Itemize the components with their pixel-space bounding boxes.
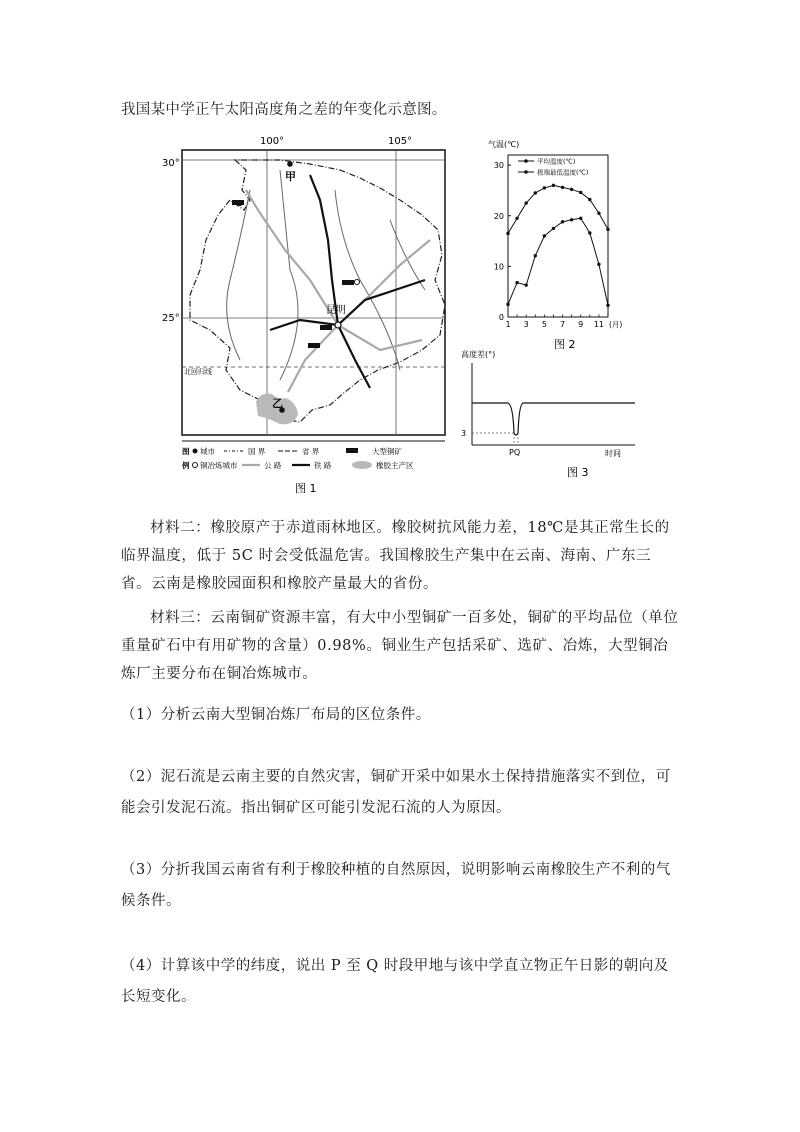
avg-temp-point	[588, 198, 591, 201]
chart2-xtick-label: 5	[541, 320, 547, 329]
lon-100-label: 100°	[260, 136, 285, 147]
copper-mine-marker	[308, 343, 320, 348]
legend-min-temp: 极端最低温度(℃)	[537, 168, 589, 177]
city-yi-label: 乙	[272, 397, 283, 410]
figure-1-map	[160, 130, 460, 500]
chart3-ylabel: 高度差(°)	[461, 350, 496, 359]
city-jia-label: 甲	[285, 170, 296, 183]
min-temp-point	[588, 231, 591, 234]
chart2-frame	[508, 155, 608, 317]
legend-min-marker	[524, 170, 528, 174]
min-temp-point	[579, 217, 582, 220]
avg-temp-point	[579, 191, 582, 194]
min-temp-point	[606, 304, 609, 307]
chart3-pq-label: PQ	[509, 448, 521, 457]
min-temp-point	[506, 303, 509, 306]
legend-national-border: 国 界	[248, 447, 266, 456]
legend-smelting-city: 铜冶炼城市	[200, 461, 238, 470]
figure-3-caption: 图 3	[567, 466, 589, 479]
map-legend	[182, 441, 445, 470]
chart2-xtick-label: 7	[559, 320, 566, 329]
legend-province-border: 省 界	[302, 447, 320, 456]
chart2-xtick-label: 3	[523, 320, 529, 329]
avg-temp-point	[524, 201, 527, 204]
material-two: 材料二：橡胶原产于赤道雨林地区。橡胶树抗风能力差，18℃是其正常生长的临界温度，低于 5C 时会受低温危害。我国橡胶生产集中在云南、海南、广东三省。云南是橡胶园面积和橡胶产量最大的省份。	[121, 520, 670, 592]
copper-mine-marker	[342, 280, 354, 285]
tropic-label: 北回归线	[184, 368, 212, 376]
figure-2-chart	[478, 135, 628, 355]
copper-mine-marker	[320, 325, 332, 330]
min-temp-point	[543, 234, 546, 237]
question-1: （1）分析云南大型铜冶炼厂布局的区位条件。	[121, 707, 431, 723]
avg-temp-line	[508, 185, 608, 233]
city-jia-dot	[287, 161, 293, 167]
chart2-xtick-label: 11	[593, 320, 605, 329]
figure-2-caption: 图 2	[554, 338, 576, 351]
min-temp-point	[597, 263, 600, 266]
avg-temp-point	[534, 191, 537, 194]
copper-mine-marker	[232, 200, 244, 205]
smelting-city-marker	[355, 280, 360, 285]
intro-text: 我国某中学正午太阳高度角之差的年变化示意图。	[121, 102, 447, 118]
min-temp-point	[515, 281, 518, 284]
avg-temp-point	[552, 184, 555, 187]
map-frame	[182, 150, 445, 435]
chart2-ytick-label: 0	[498, 313, 504, 322]
min-temp-line	[508, 218, 608, 305]
chart2-ytick-label: 30	[493, 161, 504, 171]
min-temp-point	[570, 218, 573, 221]
question-2: （2）泥石流是云南主要的自然灾害，铜矿开采中如果水土保持措施落实不到位，可能会引发泥石流。指出铜矿区可能引发泥石流的人为原因。	[121, 769, 671, 816]
chart3-curve	[472, 403, 635, 435]
legend-avg-marker	[524, 159, 528, 163]
legend-rubber-area: 橡胶主产区	[376, 461, 414, 470]
lat-25-label: 25°	[162, 313, 180, 324]
chart2-xtick-label: 1	[505, 320, 511, 329]
legend-mine-icon	[346, 448, 358, 453]
city-kunming-dot	[335, 322, 341, 328]
material-three: 材料三：云南铜矿资源丰富，有大中小型铜矿一百多处，铜矿的平均品位（单位重量矿石中有用矿物的含量）0.98%。铜业生产包括采矿、选矿、冶炼，大型铜冶炼厂主要分布在铜冶炼城市。	[121, 610, 679, 682]
chart2-ytick-label: 20	[493, 211, 504, 221]
avg-temp-point	[570, 188, 573, 191]
avg-temp-point	[515, 217, 518, 220]
avg-temp-point	[606, 228, 609, 231]
min-temp-point	[534, 254, 537, 257]
legend-highway: 公 路	[264, 461, 282, 470]
chart2-ytick-label: 10	[493, 262, 504, 272]
avg-temp-point	[506, 232, 509, 235]
chart2-xlabel: (月)	[609, 320, 623, 329]
chart2-ylabel: 气温(℃)	[488, 140, 520, 149]
avg-temp-point	[561, 186, 564, 189]
question-4: （4）计算该中学的纬度，说出 P 至 Q 时段甲地与该中学直立物正午日影的朝向及长短变化。	[121, 958, 669, 1005]
legend-avg-temp: 平均温度(℃)	[537, 157, 576, 166]
city-kunming-label: 昆明	[326, 305, 346, 316]
min-temp-point	[524, 283, 527, 286]
legend-railway: 铁 路	[314, 461, 332, 470]
chart2-xtick-label: 9	[578, 320, 584, 329]
legend-city: 城市	[200, 447, 215, 456]
question-3: （3）分折我国云南省有利于橡胶种植的自然原因，说明影响云南橡胶生产不利的气候条件。	[121, 862, 671, 909]
avg-temp-point	[597, 212, 600, 215]
min-temp-point	[552, 227, 555, 230]
legend-head-2: 例	[182, 461, 190, 470]
legend-head-1: 图	[182, 447, 190, 456]
chart3-ytick: 3	[461, 429, 467, 438]
figure-1-caption: 图 1	[295, 482, 317, 495]
lat-30-label: 30°	[162, 158, 180, 169]
legend-smelting-icon	[193, 463, 198, 468]
lon-105-label: 105°	[388, 136, 413, 147]
figure-3-chart	[455, 345, 640, 485]
legend-rubber-icon	[352, 461, 372, 469]
legend-copper-mine: 大型铜矿	[372, 447, 402, 456]
min-temp-point	[561, 220, 564, 223]
chart3-xlabel: 时间	[605, 449, 621, 458]
avg-temp-point	[543, 186, 546, 189]
legend-city-icon	[193, 449, 198, 454]
